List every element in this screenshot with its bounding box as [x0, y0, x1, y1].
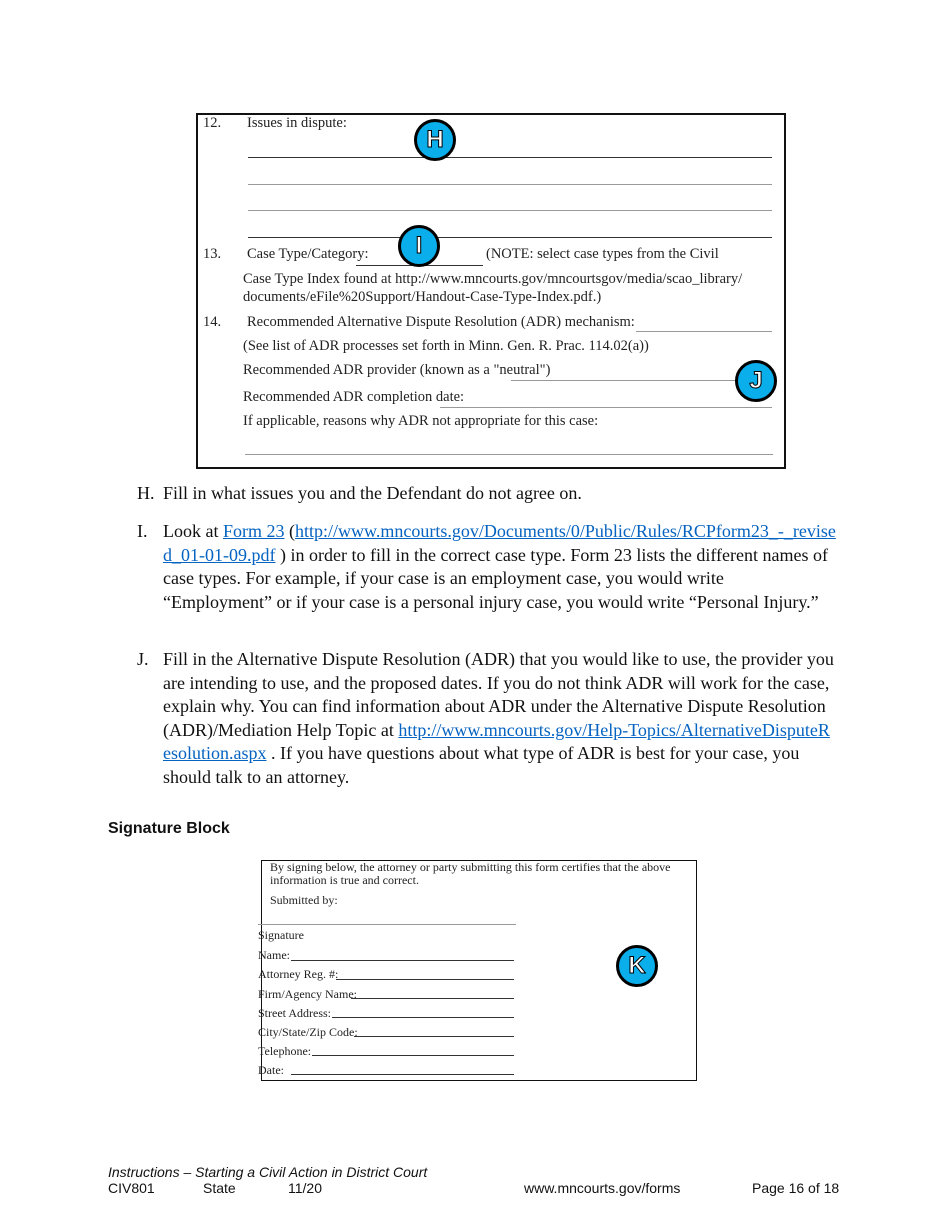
footer-title: Instructions – Starting a Civil Action in District Court [108, 1164, 428, 1180]
q13-note-line3: documents/eFile%20Support/Handout-Case-Type-Index.pdf.) [243, 289, 602, 305]
q14-number: 14. [203, 314, 222, 330]
q14-provider-label: Recommended ADR provider (known as a "neutral") [243, 362, 551, 378]
telephone-label: Telephone: [258, 1044, 312, 1058]
name-field[interactable] [291, 960, 514, 961]
badge-k: K [616, 945, 658, 987]
street-field[interactable] [332, 1017, 514, 1018]
q12-label: Issues in dispute: [247, 115, 347, 131]
badge-j: J [735, 360, 777, 402]
signature-label: Signature [258, 928, 304, 942]
name-label: Name: [258, 948, 290, 962]
instruction-i: I. Look at Form 23 (http://www.mncourts.gov/Documents/0/Public/Rules/RCPform23_-_revised_01-01-09.pdf ) in order to fill in the correct case type. Form 23 lists the different names of case types. For example, if your case is an employment case, you would write “Employment” or if your case is a personal injury case, you would write “Personal Injury.” [137, 521, 836, 612]
footer-code: CIV801 [108, 1180, 155, 1196]
footer-state: State [203, 1180, 236, 1196]
footer-date: 11/20 [288, 1180, 322, 1196]
date-label: Date: [258, 1063, 284, 1077]
q14-reasons-label: If applicable, reasons why ADR not appropriate for this case: [243, 413, 599, 429]
signature-block-heading: Signature Block [108, 820, 230, 837]
footer-page: Page 16 of 18 [752, 1180, 840, 1196]
badge-h: H [414, 119, 456, 161]
q13-label: Case Type/Category: [247, 246, 369, 262]
instruction-h: H. Fill in what issues you and the Defendant do not agree on. [137, 483, 582, 503]
date-field[interactable] [291, 1074, 514, 1075]
q14-date-label: Recommended ADR completion date: [243, 389, 465, 405]
firm-field[interactable] [351, 998, 514, 999]
q14-see-list: (See list of ADR processes set forth in Minn. Gen. R. Prac. 114.02(a)) [243, 338, 649, 354]
reg-label: Attorney Reg. #: [258, 967, 339, 981]
certify-text: By signing below, the attorney or party submitting this form certifies that the above information is true and correct. [270, 860, 671, 887]
adr-help-link[interactable]: http://www.mncourts.gov/Help-Topics/AlternativeDisputeResolution.aspx [163, 719, 830, 763]
firm-label: Firm/Agency Name: [258, 987, 357, 1001]
footer-url: www.mncourts.gov/forms [524, 1180, 681, 1196]
instruction-j: J. Fill in the Alternative Dispute Resolution (ADR) that you would like to use, the provider you are intending to use, and the proposed dates. If you do not think ADR will work for the case, explain why. You can find information about ADR under the Alternative Dispute Resolution (ADR)/Mediation Help Topic at http://www.mncourts.gov/Help-Topics/AlternativeDisputeResolution.aspx . If you have questions about what type of ADR is best for your case, you should talk to an attorney. [137, 649, 834, 787]
city-field[interactable] [354, 1036, 514, 1037]
reg-field[interactable] [336, 979, 514, 980]
street-label: Street Address: [258, 1006, 331, 1020]
submitted-by-label: Submitted by: [270, 893, 338, 907]
q12-number: 12. [203, 115, 222, 131]
city-label: City/State/Zip Code: [258, 1025, 358, 1039]
q13-note-line2: Case Type Index found at http://www.mncourts.gov/mncourtsgov/media/scao_library/ [243, 271, 743, 287]
form-23-link[interactable]: Form 23 [223, 521, 285, 541]
q13-note: (NOTE: select case types from the Civil [486, 246, 719, 262]
q13-number: 13. [203, 246, 222, 262]
q14-label: Recommended Alternative Dispute Resolution (ADR) mechanism: [247, 314, 635, 330]
badge-i: I [398, 225, 440, 267]
form-23-url-link[interactable]: http://www.mncourts.gov/Documents/0/Public/Rules/RCPform23_-_revised_01-01-09.pdf [163, 521, 836, 565]
telephone-field[interactable] [312, 1055, 514, 1056]
